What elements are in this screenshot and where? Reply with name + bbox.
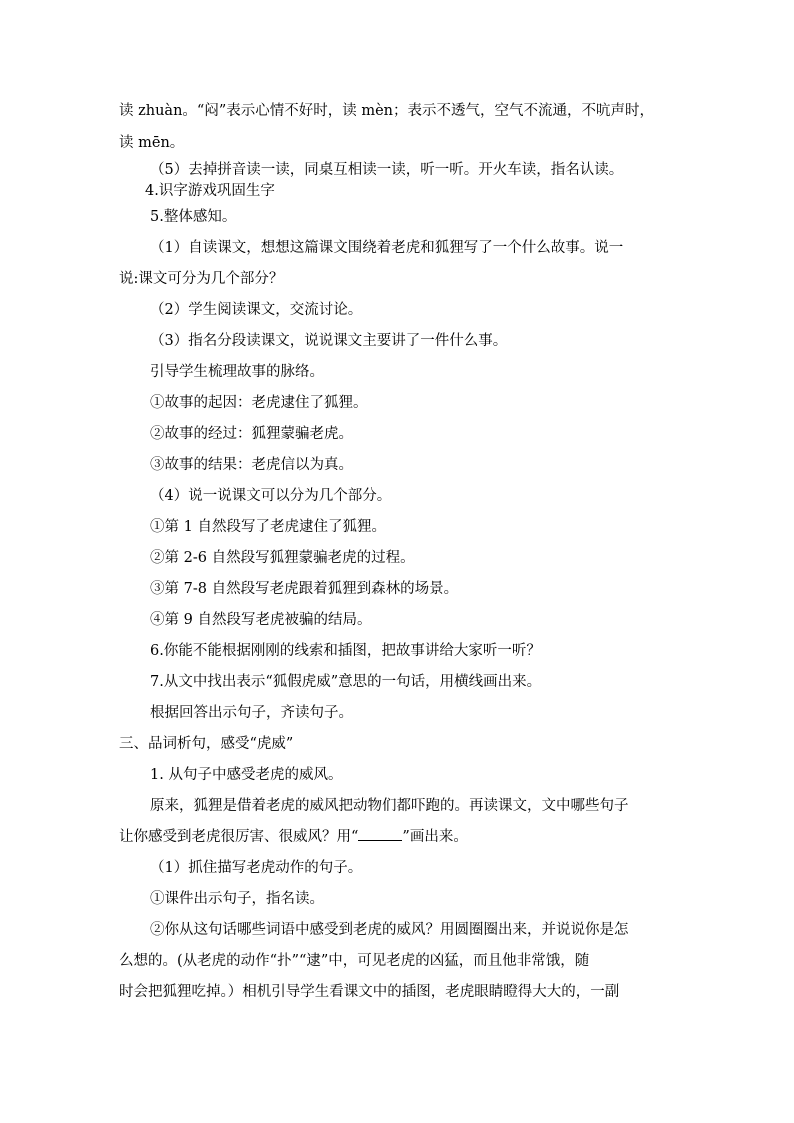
text-line: （1）自读课文，想想这篇课文围绕着老虎和狐狸写了一个什么故事。说一 bbox=[150, 240, 624, 256]
text-line: ③故事的结果：老虎信以为真。 bbox=[150, 457, 353, 473]
text-segment: 让你感受到老虎很厉害、很威风？用“ bbox=[119, 829, 359, 845]
text-line: ④第 9 自然段写老虎被骗的结局。 bbox=[150, 612, 372, 628]
text-line: 1. 从句子中感受老虎的威风。 bbox=[150, 767, 343, 783]
text-line: ②第 2-6 自然段写狐狸蒙骗老虎的过程。 bbox=[150, 550, 415, 566]
text-line: 根据回答出示句子，齐读句子。 bbox=[150, 705, 353, 721]
text-line: 6.你能不能根据刚刚的线索和插图，把故事讲给大家听一听？ bbox=[150, 643, 541, 659]
text-line: 么想的。(从老虎的动作“扑”“逮”中，可见老虎的凶猛，而且他非常饿，随 bbox=[119, 953, 590, 969]
text-line: 4.识字游戏巩固生字 bbox=[145, 183, 275, 199]
text-line: 读 zhuàn。“闷”表示心情不好时，读 mèn；表示不透气，空气不流通，不吭声时， bbox=[119, 103, 655, 119]
text-segment: ”画出来。 bbox=[402, 829, 468, 845]
text-line: ①课件出示句子，指名读。 bbox=[150, 891, 324, 907]
text-line: 引导学生梳理故事的脉络。 bbox=[150, 364, 324, 380]
text-line: ②你从这句话哪些词语中感受到老虎的威风？用圆圈圈出来，并说说你是怎 bbox=[150, 922, 629, 938]
text-line: 7.从文中找出表示“狐假虎威”意思的一句话，用横线画出来。 bbox=[150, 674, 542, 690]
text-line: （2）学生阅读课文，交流讨论。 bbox=[150, 302, 363, 318]
text-line: ②故事的经过：狐狸蒙骗老虎。 bbox=[150, 426, 353, 442]
text-line: （4）说一说课文可以分为几个部分。 bbox=[150, 488, 392, 504]
text-line: ①第 1 自然段写了老虎逮住了狐狸。 bbox=[150, 519, 386, 535]
text-line: 时会把狐狸吃掉。）相机引导学生看课文中的插图，老虎眼睛瞪得大大的，一副 bbox=[119, 984, 620, 1000]
text-line: （3）指名分段读课文，说说课文主要讲了一件什么事。 bbox=[150, 333, 508, 349]
section-heading: 三、品词析句，感受“虎威” bbox=[119, 736, 294, 752]
text-line: ③第 7-8 自然段写老虎跟着狐狸到森林的场景。 bbox=[150, 581, 459, 597]
text-line: 读 mēn。 bbox=[119, 135, 185, 151]
text-line: 说:课文可分为几个部分？ bbox=[119, 271, 284, 287]
text-line: 原来，狐狸是借着老虎的威风把动物们都吓跑的。再读课文，文中哪些句子 bbox=[150, 798, 629, 814]
text-line: （5）去掉拼音读一读，同桌互相读一读，听一听。开火车读，指名认读。 bbox=[150, 162, 624, 178]
text-line: 5.整体感知。 bbox=[150, 209, 237, 225]
text-line: ①故事的起因：老虎逮住了狐狸。 bbox=[150, 395, 368, 411]
text-line: （1）抓住描写老虎动作的句子。 bbox=[150, 860, 363, 876]
blank-underline bbox=[358, 827, 402, 841]
text-line bbox=[119, 827, 468, 847]
